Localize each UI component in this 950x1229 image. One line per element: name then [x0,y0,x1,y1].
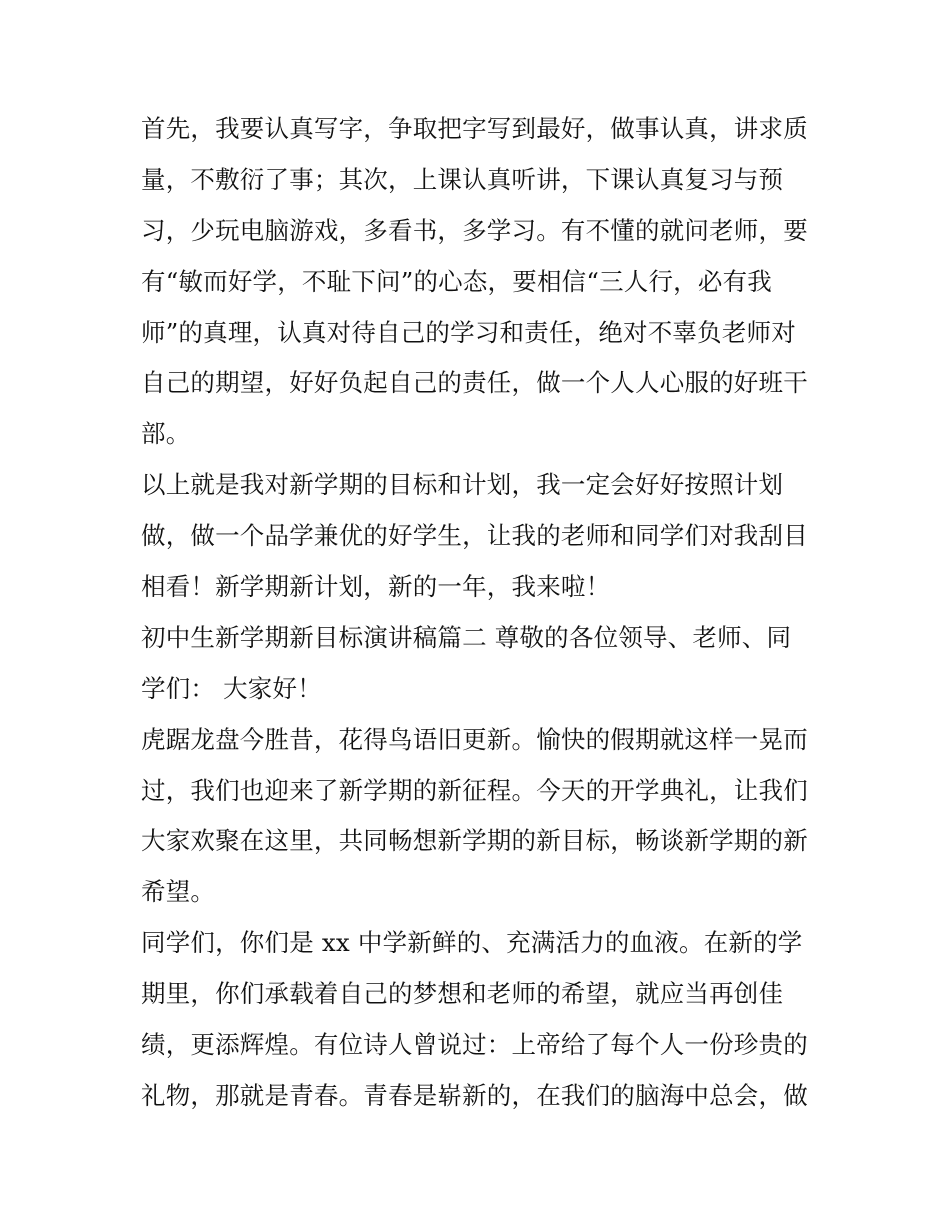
text-line: 以上就是我对新学期的目标和计划，我一定会好好按照计划 [141,470,784,500]
text-line: 首先，我要认真写字，争取把字写到最好，做事认真，讲求质 [141,114,808,143]
text-line: 做，做一个品学兼优的好学生，让我的老师和同学们对我刮目 [141,521,808,551]
text-line: 有“敏而好学，不耻下问”的心态，要相信“三人行，必有我 [141,266,772,296]
text-line: 初中生新学期新目标演讲稿篇二 尊敬的各位领导、老师、同 [141,622,792,652]
text-line: 希望。 [141,877,216,907]
text-line: 自己的期望，好好负起自己的责任，做一个人人心服的好班干 [141,368,808,398]
text-line: 师”的真理，认真对待自己的学习和责任，绝对不辜负老师对 [141,317,796,347]
text-line: 习，少玩电脑游戏，多看书，多学习。有不懂的就问老师，要 [141,215,808,245]
text-line: 虎踞龙盘今胜昔，花得鸟语旧更新。愉快的假期就这样一晃而 [141,724,808,754]
text-line: 同学们，你们是 xx 中学新鲜的、充满活力的血液。在新的学 [141,928,803,958]
text-line: 量，不敷衍了事；其次，上课认真听讲，下课认真复习与预 [141,164,784,194]
text-line: 礼物，那就是青春。青春是崭新的，在我们的脑海中总会，做 [141,1080,808,1110]
text-line: 部。 [141,419,191,449]
speech-text-body [141,104,816,1122]
text-line: 期里，你们承载着自己的梦想和老师的希望，就应当再创佳 [141,979,784,1009]
text-line: 学们： 大家好！ [141,673,322,703]
text-line: 大家欢聚在这里，共同畅想新学期的新目标，畅谈新学期的新 [141,826,808,856]
text-line: 相看！新学期新计划，新的一年，我来啦！ [141,572,611,602]
text-line: 过，我们也迎来了新学期的新征程。今天的开学典礼，让我们 [141,775,808,805]
text-line: 绩，更添辉煌。有位诗人曾说过：上帝给了每个人一份珍贵的 [141,1030,808,1060]
